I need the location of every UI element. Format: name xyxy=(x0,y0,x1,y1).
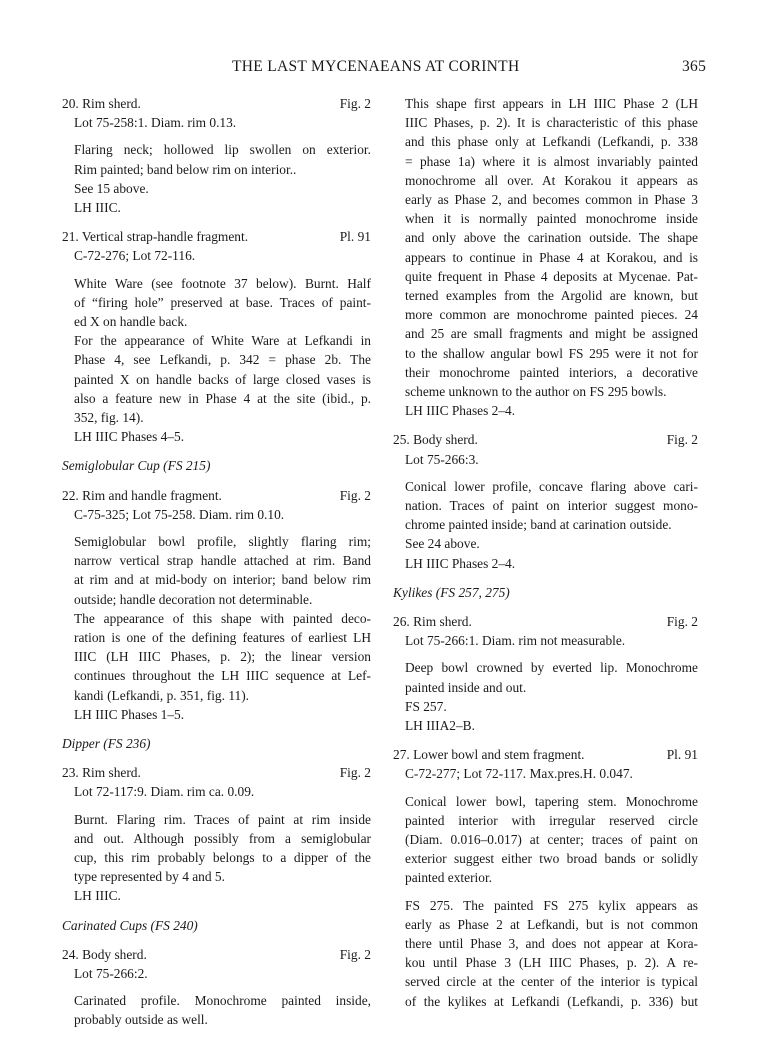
entry-see: See 24 above. xyxy=(405,536,480,552)
entry-heading: 22. Rim and handle fragment. xyxy=(62,487,222,503)
entry-ref: C-72-277; Lot 72-117. Max.pres.H. 0.047. xyxy=(405,766,633,782)
entry-date: LH IIIC. xyxy=(74,888,121,904)
entry-description: Carinated profile. Monochrome painted inside, probably outside as well. xyxy=(74,993,371,1028)
entry-heading: 21. Vertical strap-handle fragment. xyxy=(62,229,249,245)
entry-commentary: The appearance of this shape with painted deco- ration is one of the defining features of earliest LH IIIC (LH IIIC Phases, p. 2); the linear version continues throughout the LH IIIC sequence at Lef- kandi (Lefkandi, p. 351, fig. 11). xyxy=(74,610,371,703)
catalogue-entry-23 xyxy=(62,763,371,905)
entry-heading: 23. Rim sherd. xyxy=(62,765,141,781)
figure-ref: Fig. 2 xyxy=(339,487,371,503)
entry-see: See 15 above. xyxy=(74,180,149,196)
plate-ref: Pl. 91 xyxy=(339,229,371,245)
entry-commentary: For the appearance of White Ware at Lefkandi in Phase 4, see Lefkandi, p. 342 = phase 2b. The painted X on handle backs of large closed vases is also a feature new in Phase 4 at the site (ibid., p. 352, fig. 14). xyxy=(74,333,371,426)
catalogue-entry-27 xyxy=(393,745,698,1011)
entry-heading: 20. Rim sherd. xyxy=(62,96,141,111)
running-header xyxy=(0,58,759,80)
entry-date: LH IIIA2–B. xyxy=(405,718,475,734)
figure-ref: Fig. 2 xyxy=(339,96,371,111)
entry-description: Conical lower profile, concave flaring above cari- nation. Traces of paint on interior suggest mono- chrome painted inside; band at carination outside. xyxy=(405,478,698,533)
section-heading-dipper: Dipper (FS 236) xyxy=(62,736,151,752)
entry-ref: Lot 75-266:1. Diam. rim not measurable. xyxy=(405,633,626,649)
entry-description: Semiglobular bowl profile, slightly flaring rim; narrow vertical strap handle attached at rim. Band at rim and at mid-body on interior; band below rim outside; handle decoration not determinable. xyxy=(74,534,371,607)
catalogue-entry-25 xyxy=(393,430,698,572)
catalogue-entry-22 xyxy=(62,486,371,724)
entry-description: Deep bowl crowned by everted lip. Monochrome painted inside and out. xyxy=(405,660,698,695)
entry-date: LH IIIC Phases 2–4. xyxy=(405,555,516,571)
entry-ref: C-72-276; Lot 72-116. xyxy=(74,248,196,264)
entry-heading: 24. Body sherd. xyxy=(62,946,147,962)
section-heading-carinated-cups: Carinated Cups (FS 240) xyxy=(62,917,198,933)
entry-heading: 26. Rim sherd. xyxy=(393,614,472,630)
figure-ref: Fig. 2 xyxy=(666,614,698,630)
entry-ref: C-75-325; Lot 75-258. Diam. rim 0.10. xyxy=(74,506,285,522)
entry-description: Flaring neck; hollowed lip swollen on exterior. Rim painted; band below rim on interior.. xyxy=(74,142,371,177)
section-heading-semiglobular-cup: Semiglobular Cup (FS 215) xyxy=(62,458,211,474)
catalogue-entry-20 xyxy=(62,94,371,217)
entry-ref: Lot 75-266:2. xyxy=(74,966,148,982)
entry-ref: Lot 75-266:3. xyxy=(405,451,479,467)
entry-date: LH IIIC Phases 1–5. xyxy=(74,706,185,722)
section-heading-kylikes: Kylikes (FS 257, 275) xyxy=(393,584,510,600)
entry-description: Burnt. Flaring rim. Traces of paint at rim inside and out. Although possibly from a semiglobular cup, this rim probably belongs to a dipper of the type represented by 4 and 5. xyxy=(74,811,371,885)
catalogue-entry-21 xyxy=(62,227,371,446)
plate-ref: Pl. 91 xyxy=(666,747,698,763)
right-column xyxy=(393,94,698,1021)
figure-ref: Fig. 2 xyxy=(666,432,698,448)
catalogue-entry-26 xyxy=(393,612,698,735)
carinated-cup-commentary xyxy=(393,94,698,420)
entry-date: LH IIIC. xyxy=(74,200,121,215)
figure-ref: Fig. 2 xyxy=(339,946,371,962)
entry-description: White Ware (see footnote 37 below). Burnt. Half of “firing hole” preserved at base. Traces of paint- ed X on handle back. xyxy=(74,275,371,329)
figure-ref: Fig. 2 xyxy=(339,765,371,781)
entry-description: Conical lower bowl, tapering stem. Monochrome painted interior with irregular reserved circle (Diam. 0.016–0.017) at center; traces of paint on exterior suggest either two broad bands or solidly painted exterior. xyxy=(405,793,698,886)
entry-commentary: FS 275. The painted FS 275 kylix appears as early as Phase 2 at Lefkandi, but is not common there until Phase 3, and does not appear at Kora- kou until Phase 3 (LH IIIC Phases, p. 2). A re- served circle at the center of the interior is typical of the kylikes at Lefkandi (Lefkandi, p. 336) but xyxy=(405,897,698,1009)
commentary-date: LH IIIC Phases 2–4. xyxy=(405,403,516,419)
entry-heading: 25. Body sherd. xyxy=(393,432,478,448)
entry-date: LH IIIC Phases 4–5. xyxy=(74,429,185,445)
entry-ref: Lot 72-117:9. Diam. rim ca. 0.09. xyxy=(74,784,255,800)
catalogue-entry-24 xyxy=(62,945,371,1030)
running-title: THE LAST MYCENAEANS AT CORINTH xyxy=(232,58,520,75)
entry-fs: FS 257. xyxy=(405,698,447,714)
entry-ref: Lot 75-258:1. Diam. rim 0.13. xyxy=(74,115,237,131)
left-column xyxy=(62,94,371,1040)
entry-heading: 27. Lower bowl and stem fragment. xyxy=(393,747,585,763)
commentary-paragraph: This shape first appears in LH IIIC Phase 2 (LH IIIC Phases, p. 2). It is characteristic of this phase and this phase only at Lefkandi (Lefkandi, p. 338 = phase 1a) where it is almost invariably painted monochrome all over. At Korakou it appears as early as Phase 2, and becomes common in Phase 3 when it is normally painted monochrome inside and only above the carination outside. The shape appears to continue in Phase 4 at Korakou, and is quite frequent in Phase 4 deposits at Mycenae. Pat- terned examples from the Argolid are known, but more common are monochrome painted pieces. 24 and 25 are small fragments and might be assigned to the shallow angular bowl FS 295 were it not for their monochrome painted interiors, a decorative scheme unknown to the author on FS 295 bowls. xyxy=(405,96,698,400)
page-number: 365 xyxy=(682,58,707,75)
